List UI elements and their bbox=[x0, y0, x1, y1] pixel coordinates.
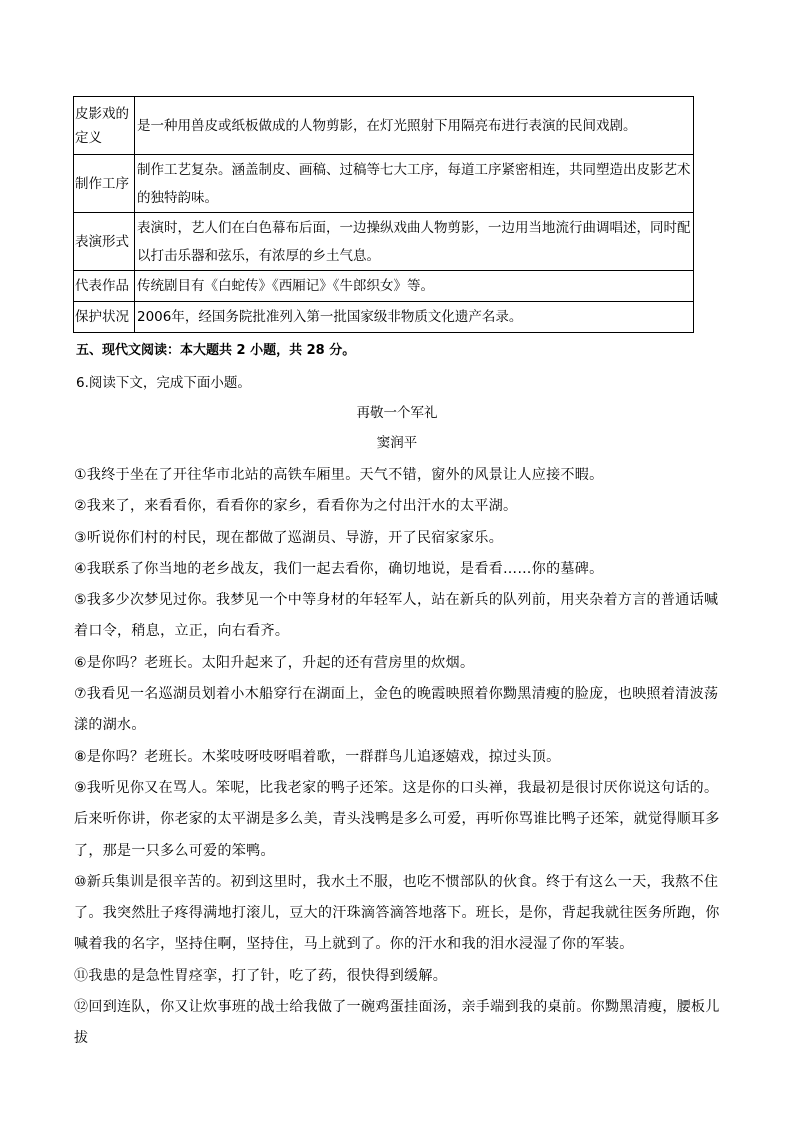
row-label: 皮影戏的定义 bbox=[74, 97, 135, 155]
paragraph: ⑫回到连队，你又让炊事班的战士给我做了一碗鸡蛋挂面汤，亲手端到我的桌前。你黝黑清瘦，腰板儿拔 bbox=[74, 999, 720, 1047]
row-label: 保护状况 bbox=[74, 302, 135, 333]
paragraph: ⑩新兵集训是很辛苦的。初到这里时，我水土不服，也吃不惯部队的伙食。终于有这么一天，我熬不住了。我突然肚子疼得满地打滚儿，豆大的汗珠滴答滴答地落下。班长，是你，背起我就往医务所跑，你喊着我的名字，坚持住啊，坚持住，马上就到了。你的汗水和我的泪水浸湿了你的军装。 bbox=[74, 873, 720, 953]
paragraph: ①我终于坐在了开往华市北站的高铁车厢里。天气不错，窗外的风景让人应接不暇。 bbox=[74, 467, 604, 483]
paragraph: ⑥是你吗？老班长。太阳升起来了，升起的还有营房里的炊烟。 bbox=[74, 654, 475, 671]
table-row bbox=[74, 271, 694, 302]
table-row bbox=[74, 97, 694, 155]
paragraph: ⑪我患的是急性胃痉挛，打了针，吃了药，很快得到缓解。 bbox=[74, 967, 448, 984]
article-title: 再敬一个军礼 bbox=[356, 405, 438, 421]
row-content: 是一种用兽皮或纸板做成的人物剪影，在灯光照射下用隔亮布进行表演的民间戏剧。 bbox=[135, 97, 694, 155]
row-content: 传统剧目有《白蛇传》《西厢记》《牛郎织女》等。 bbox=[135, 271, 694, 302]
row-label: 表演形式 bbox=[74, 213, 135, 271]
row-content: 表演时，艺人们在白色幕布后面，一边操纵戏曲人物剪影，一边用当地流行曲调唱述，同时配以打击乐器和弦乐，有浓厚的乡土气息。 bbox=[135, 213, 694, 271]
row-content: 制作工艺复杂。涵盖制皮、画稿、过稿等七大工序，每道工序紧密相连，共同塑造出皮影艺术的独特韵味。 bbox=[135, 155, 694, 213]
table-row bbox=[74, 302, 694, 333]
article-author: 窦润平 bbox=[376, 435, 418, 451]
paragraph: ⑦我看见一名巡湖员划着小木船穿行在湖面上，金色的晚霞映照着你黝黑清瘦的脸庞，也映照着清波荡漾的湖水。 bbox=[74, 686, 719, 734]
paragraph: ④我联系了你当地的老乡战友，我们一起去看你，确切地说，是看看……你的墓碑。 bbox=[74, 560, 604, 577]
shadow-puppet-info-table bbox=[73, 96, 694, 333]
question-prompt: 6.阅读下文，完成下面小题。 bbox=[76, 375, 251, 391]
row-label: 制作工序 bbox=[74, 155, 135, 213]
paragraph: ⑤我多少次梦见过你。我梦见一个中等身材的年轻军人，站在新兵的队列前，用夹杂着方言的普通话喊着口令，稍息，立正，向右看齐。 bbox=[74, 592, 719, 640]
table-row bbox=[74, 155, 694, 213]
row-content: 2006年，经国务院批准列入第一批国家级非物质文化遗产名录。 bbox=[135, 302, 694, 333]
article-body bbox=[74, 460, 722, 1055]
paragraph: ⑧是你吗？老班长。木桨吱呀吱呀唱着歌，一群群鸟儿追逐嬉戏，掠过头顶。 bbox=[74, 748, 561, 765]
paragraph: ②我来了，来看看你，看看你的家乡，看看你为之付出汗水的太平湖。 bbox=[74, 498, 518, 515]
section-heading: 五、现代文阅读：本大题共 2 小题，共 28 分。 bbox=[76, 343, 356, 358]
table-row bbox=[74, 213, 694, 271]
row-label: 代表作品 bbox=[74, 271, 135, 302]
paragraph: ⑨我听见你又在骂人。笨呢，比我老家的鸭子还笨。这是你的口头禅，我最初是很讨厌你说这句话的。后来听你讲，你老家的太平湖是多么美，青头浅鸭是多么可爱，再听你骂谁比鸭子还笨，就觉得顺耳多了，那是一只多么可爱的笨鸭。 bbox=[74, 779, 720, 859]
paragraph: ③听说你们村的村民，现在都做了巡湖员、导游，开了民宿家家乐。 bbox=[74, 529, 504, 546]
